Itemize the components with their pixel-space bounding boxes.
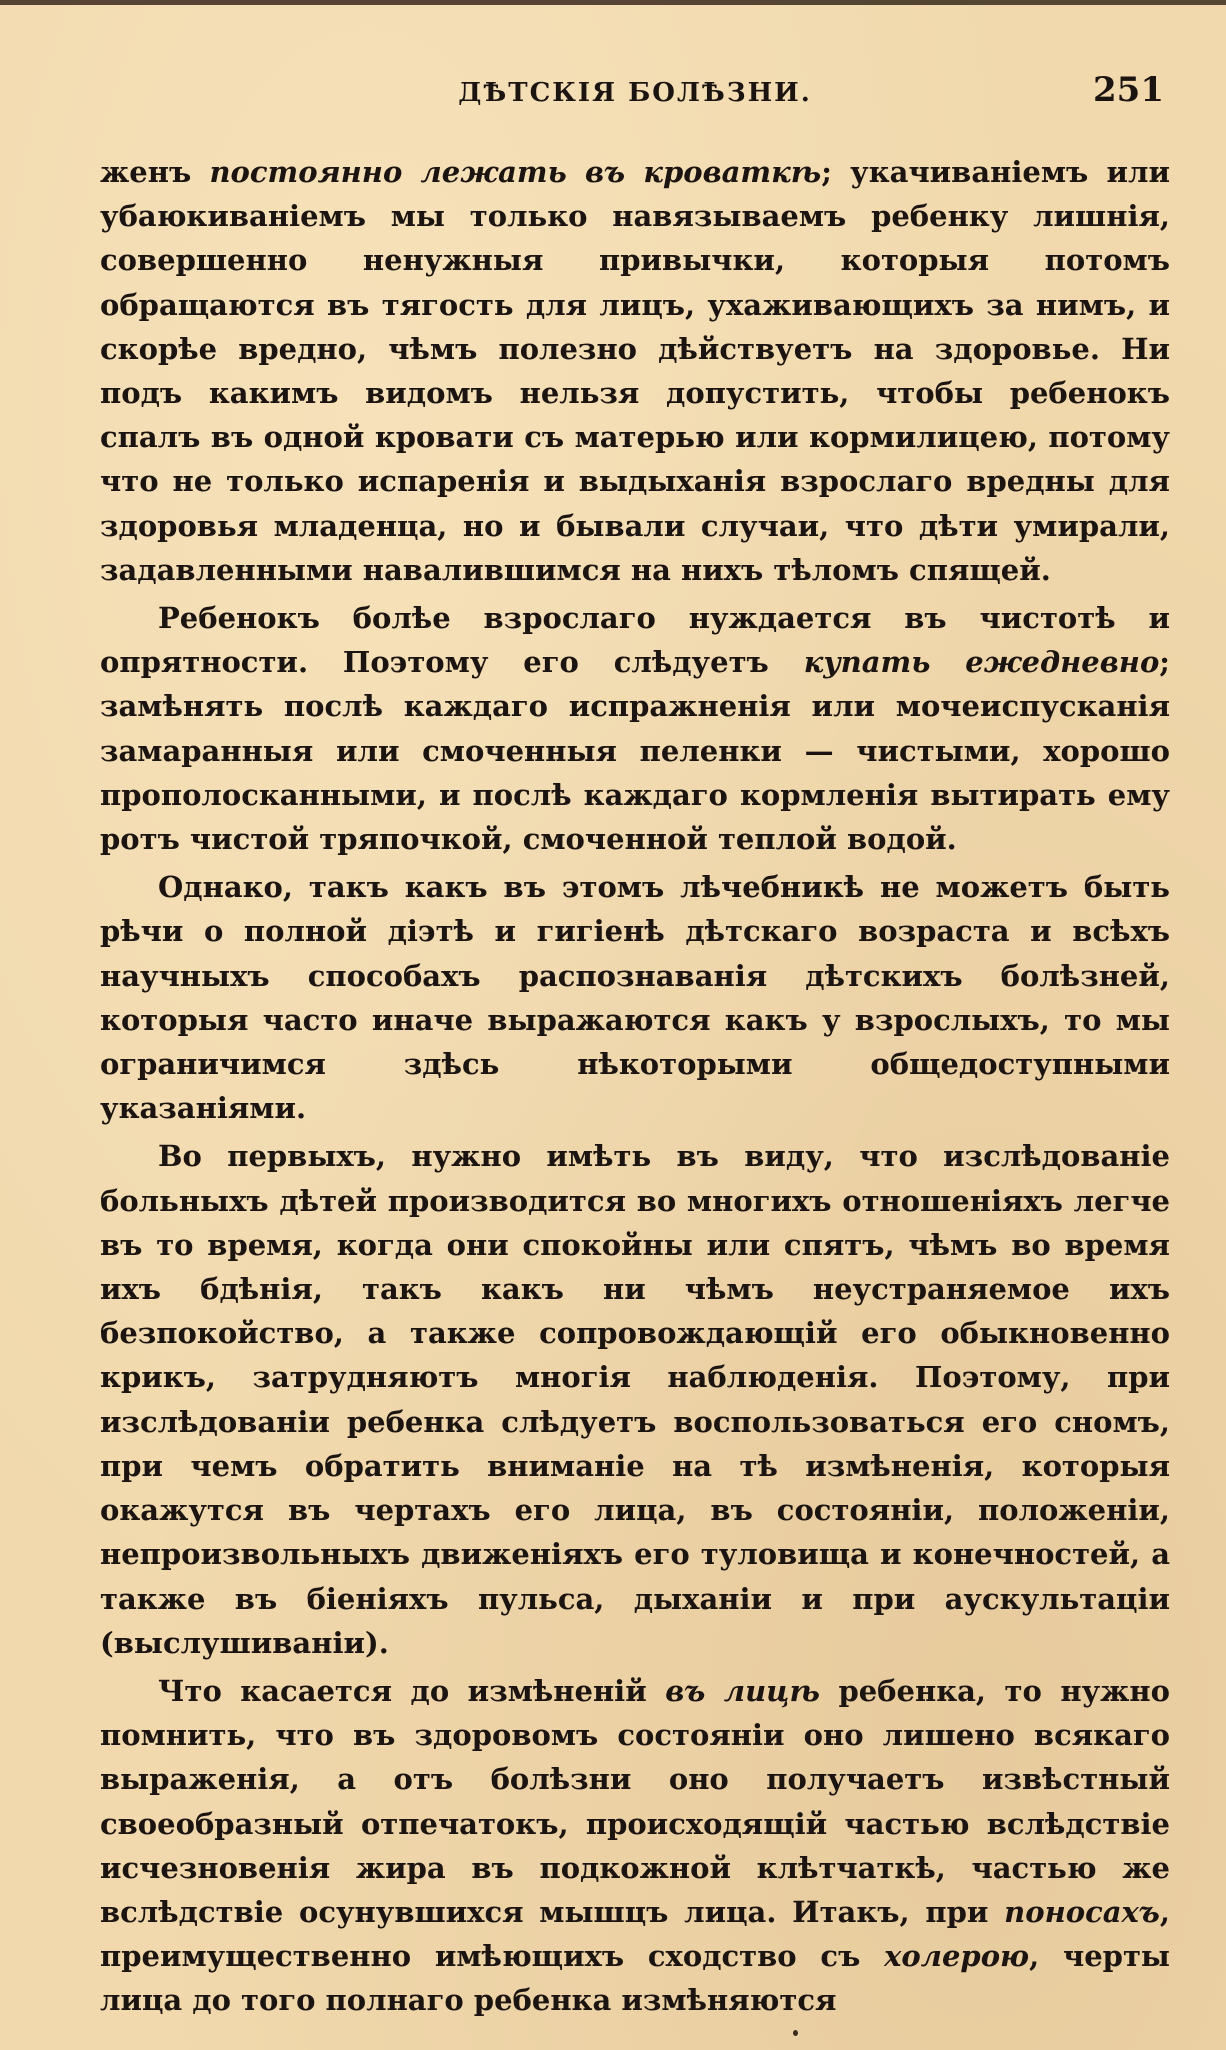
emphasized-text: постоянно лежать въ кроваткѣ xyxy=(209,155,822,189)
body-text xyxy=(100,150,1170,2027)
text-segment: ребенка, то нужно помнить, что въ здоровомъ состояніи оно лишено всякаго выраженія, а отъ болѣзни оно получаетъ извѣстный своеобразный отпечатокъ, происходящій частью вслѣдствіе исчезновенія жира въ подкожной клѣтчаткѣ, частью же вслѣдствіе осунувшихся мышцъ лица. Итакъ, при xyxy=(100,1673,1171,1929)
text-segment: Однако, такъ какъ въ этомъ лѣчебникѣ не можетъ быть рѣчи о полной діэтѣ и гигіенѣ дѣтскаго возраста и всѣхъ научныхъ способахъ распознаванія дѣтскихъ болѣзней, которыя часто иначе выражаются какъ у взрослыхъ, то мы ограничимся здѣсь нѣкоторыми общедоступными указаніями. xyxy=(100,870,1170,1126)
emphasized-text: купать ежедневно xyxy=(803,645,1160,680)
running-title: ДѢТСКІЯ БОЛѢЗНИ. xyxy=(458,78,812,108)
text-segment: ; укачиваніемъ или убаюкиваніемъ мы только навязываемъ ребенку лишнія, совершенно ненужныя привычки, которыя потомъ обращаются въ тягость для лицъ, ухаживающихъ за нимъ, и скорѣе вредно, чѣмъ полезно дѣйствуетъ на здоровье. Ни подъ какимъ видомъ нельзя допустить, чтобы ребенокъ спалъ въ одной кровати съ матерью или кормилицею, потому что не только испаренія и выдыханія взрослаго вредны для здоровья младенца, но и бывали случаи, что дѣти умирали, задавленными навалившимся на нихъ тѣломъ спящей. xyxy=(100,155,1170,587)
emphasized-text: поносахъ xyxy=(1004,1894,1160,1929)
text-segment: , черты лица до того полнаго ребенка измѣняются xyxy=(100,1939,1170,2018)
text-segment: , преимущественно имѣющихъ сходство съ xyxy=(100,1894,1170,1974)
paragraph xyxy=(100,150,1170,592)
text-segment: женъ xyxy=(100,155,210,189)
text-segment: ; замѣнять послѣ каждаго испражненія или мочеиспусканія замаранныя или смоченныя пеленки — чистыми, хорошо прополосканными, и послѣ каждаго кормленія вытирать ему ротъ чистой тряпочкой, смоченной теплой водой. xyxy=(100,645,1171,857)
page-number: 251 xyxy=(1093,70,1164,110)
text-segment: Ребенокъ болѣе взрослаго нуждается въ чистотѣ и опрятности. Поэтому его слѣдуетъ xyxy=(100,601,1170,680)
paragraph xyxy=(100,865,1170,1130)
paragraph xyxy=(100,1669,1170,2023)
paragraph xyxy=(100,1134,1170,1664)
printing-speck xyxy=(793,2030,798,2036)
top-edge-border xyxy=(0,0,1226,5)
emphasized-text: въ лицѣ xyxy=(665,1673,820,1708)
emphasized-text: холерою xyxy=(884,1939,1030,1974)
paragraph xyxy=(100,596,1170,861)
text-segment: Во первыхъ, нужно имѣть въ виду, что изслѣдованіе больныхъ дѣтей производится во многихъ отношеніяхъ легче въ то время, когда они спокойны или спятъ, чѣмъ во время ихъ бдѣнія, такъ какъ ни чѣмъ неустраняемое ихъ безпокойство, а также сопровождающій его обыкновенно крикъ, затрудняютъ многія наблюденія. Поэтому, при изслѣдованіи ребенка слѣдуетъ воспользоваться его сномъ, при чемъ обратить вниманіе на тѣ измѣненія, которыя окажутся въ чертахъ его лица, въ состояніи, положеніи, непроизвольныхъ движеніяхъ его туловища и конечностей, а также въ біеніяхъ пульса, дыханіи и при аускультаціи (выслушиваніи). xyxy=(100,1139,1170,1660)
text-segment: Что касается до измѣненій xyxy=(158,1673,666,1708)
page-header xyxy=(100,70,1170,120)
